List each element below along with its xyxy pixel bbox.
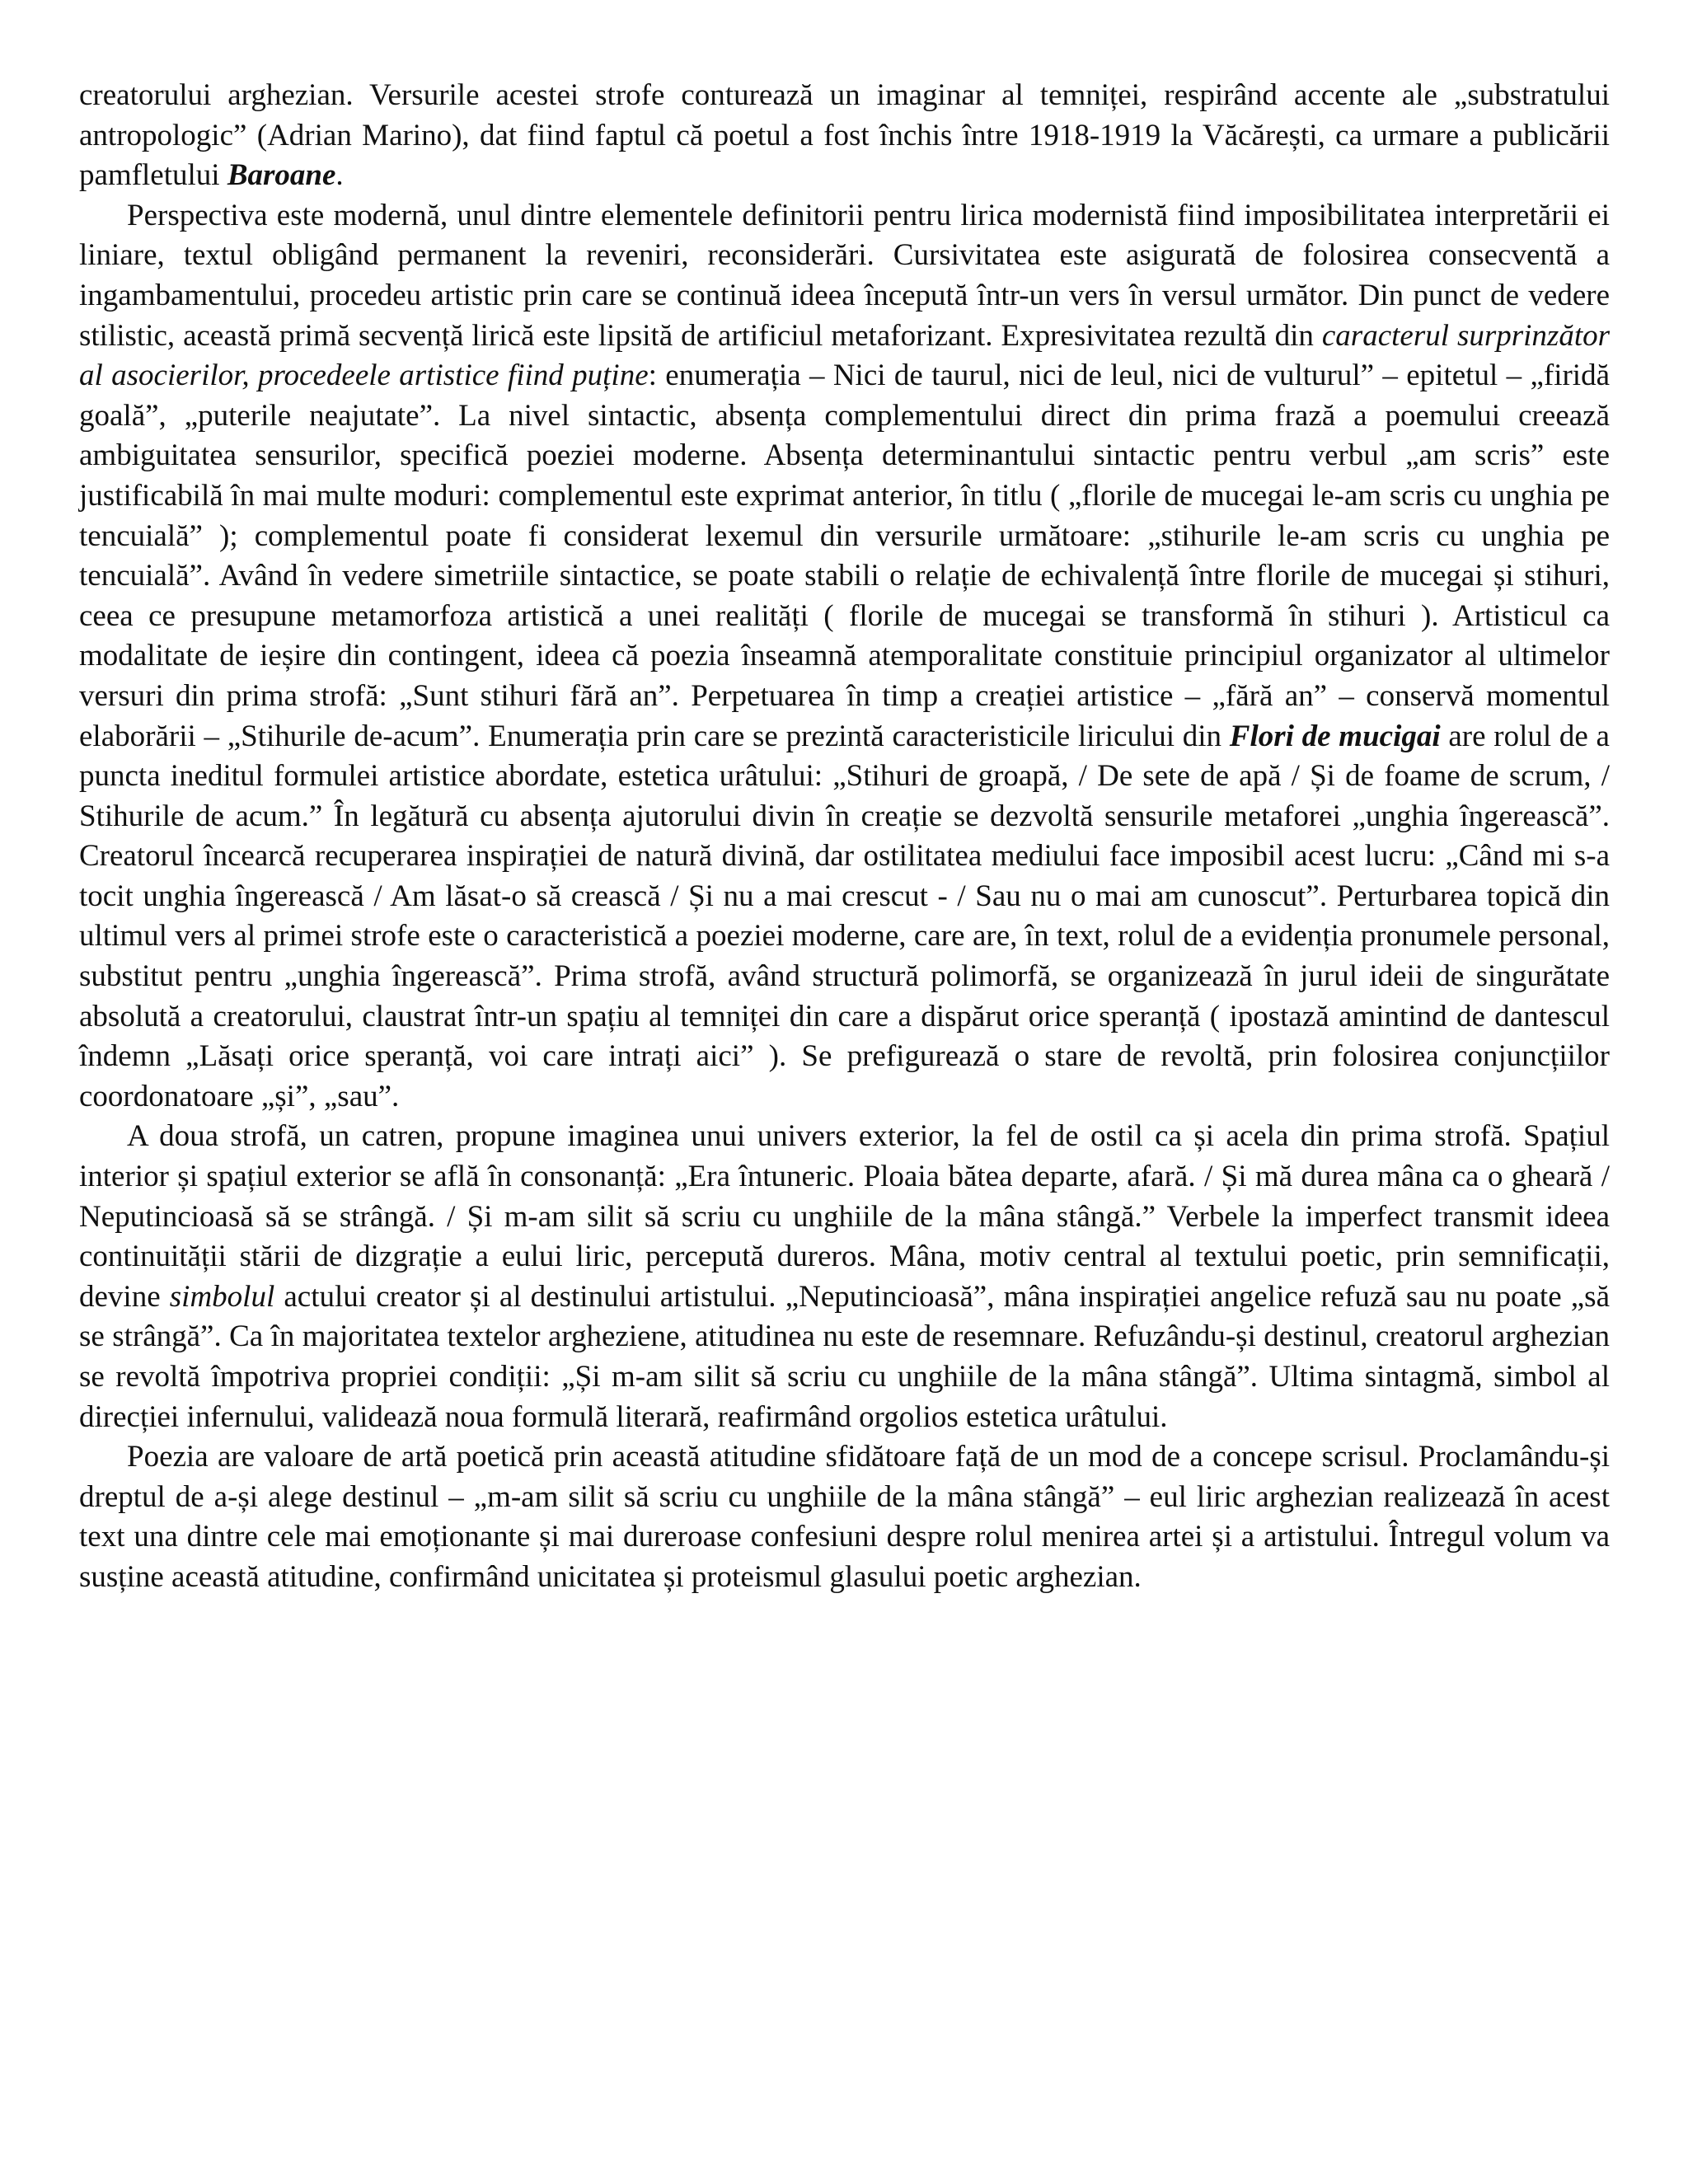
emphasis-text: simbolul <box>169 1279 275 1314</box>
paragraph-text: Poezia are valoare de artă poetică prin această atitudine sfidătoare față de un mod de a concepe scrisul. Proclamându-și dreptul de a-și alege destinul – „m-am silit să scriu cu unghiile de la mâna stângă” – eul liric arghezian realizează în acest text una dintre cele mai emoționante și mai dureroase confesiuni despre rolul menirea artei și a artistului. Întregul volum va susține această atitudine, confirmând unicitatea și proteismul glasului poetic arghezian. <box>79 1440 1610 1594</box>
work-title-baroane: Baroane <box>227 158 336 193</box>
paragraph-text: are rolul de a puncta ineditul formulei artistice abordate, estetica urâtului: „Stihuri de groapă, / De sete de apă / Și de foame de scrum, / Stihurile de acum.” În legătură cu absența ajutorului divin în creație se dezvoltă sensurile metaforei „unghia îngerească”. Creatorul încearcă recuperarea inspirației de natură divină, dar ostilitatea mediului face imposibil acest lucru: „Când mi s-a tocit unghia îngerească / Am lăsat-o să crească / Și nu a mai crescut - / Sau nu o mai am cunoscut”. Perturbarea topică din ultimul vers al primei strofe este o caracteristică a poeziei moderne, care are, în text, rolul de a evidenția pronumele personal, substitut pentru „unghia îngerească”. Prima strofă, având structură polimorfă, se organizează în jurul ideii de singurătate absolută a creatorului, claustrat într-un spațiu al temniței din care a dispărut orice speranță ( ipostază amintind de dantescul îndemn „Lăsați orice speranță, voi care intrați aici” ). Se prefigurează o stare de revoltă, prin folosirea conjuncțiilor coordonatoare „și”, „sau”. <box>79 719 1610 1113</box>
paragraph-conclusion <box>79 1437 1610 1597</box>
paragraph-text: actului creator și al destinului artistului. „Neputincioasă”, mâna inspirației angelice refuză sau nu poate „să se strângă”. Ca în majoritatea textelor argheziene, atitudinea nu este de resemnare. Refuzându-și destinul, creatorul arghezian se revoltă împotriva propriei condiții: „Și m-am silit să scriu cu unghiile de la mâna stângă”. Ultima sintagmă, simbol al direcției infernului, validează noua formulă literară, reafirmând orgolios estetica urâtului. <box>79 1279 1610 1434</box>
paragraph-second-stanza <box>79 1117 1610 1437</box>
paragraph-text: creatorului arghezian. Versurile acestei strofe conturează un imaginar al temniței, respirând accente ale „substratului antropologic” (Adrian Marino), dat fiind faptul că poetul a fost închis între 1918-1919 la Văcărești, ca urmare a publicării pamfletului <box>79 78 1610 193</box>
paragraph-perspective <box>79 196 1610 1118</box>
paragraph-text: Perspectiva este modernă, unul dintre elementele definitorii pentru lirica modernistă fiind imposibilitatea interpretării ei liniare, textul obligând permanent la reveniri, reconsiderări. Cursivitatea este asigurată de folosirea consecventă a ingambamentului, procedeu artistic prin care se continuă ideea începută într-un vers în versul următor. Din punct de vedere stilistic, această primă secvență lirică este lipsită de artificiul metaforizant. Expresivitatea rezultă din <box>79 198 1610 353</box>
paragraph-text: . <box>335 158 344 193</box>
document-page <box>79 76 1610 1598</box>
paragraph-intro <box>79 76 1610 196</box>
emphasis-text: caracterul surprinzător al asocierilor, procedeele artistice fiind puține <box>79 318 1610 393</box>
work-title-flori-de-mucigai: Flori de mucigai <box>1229 719 1441 753</box>
paragraph-text: : enumerația – Nici de taurul, nici de leul, nici de vulturul” – epitetul – „firidă goală”, „puterile neajutate”. La nivel sintactic, absența complementului direct din prima frază a poemului creează ambiguitatea sensurilor, specifică poeziei moderne. Absența determinantului sintactic pentru verbul „am scris” este justificabilă în mai multe moduri: complementul este exprimat anterior, în titlu ( „florile de mucegai le-am scris cu unghia pe tencuială” ); complementul poate fi considerat lexemul din versurile următoare: „stihurile le-am scris cu unghia pe tencuială”. Având în vedere simetriile sintactice, se poate stabili o relație de echivalență între florile de mucegai și stihuri, ceea ce presupune metamorfoza artistică a unei realități ( florile de mucegai se transformă în stihuri ). Artisticul ca modalitate de ieșire din contingent, ideea că poezia înseamnă atemporalitate constituie principiul organizator al ultimelor versuri din prima strofă: „Sunt stihuri fără an”. Perpetuarea în timp a creației artistice – „fără an” – conservă momentul elaborării – „Stihurile de-acum”. Enumerația prin care se prezintă caracteristicile liricului din <box>79 359 1610 753</box>
paragraph-text: A doua strofă, un catren, propune imaginea unui univers exterior, la fel de ostil ca și acela din prima strofă. Spațiul interior și spațiul exterior se află în consonanță: „Era întuneric. Ploaia bătea departe, afară. / Și mă durea mâna ca o gheară / Neputincioasă să se strângă. / Și m-am silit să scriu cu unghiile de la mâna stângă.” Verbele la imperfect transmit ideea continuității stării de dizgrație a eului liric, percepută dureros. Mâna, motiv central al textului poetic, prin semnificații, devine <box>79 1119 1610 1314</box>
